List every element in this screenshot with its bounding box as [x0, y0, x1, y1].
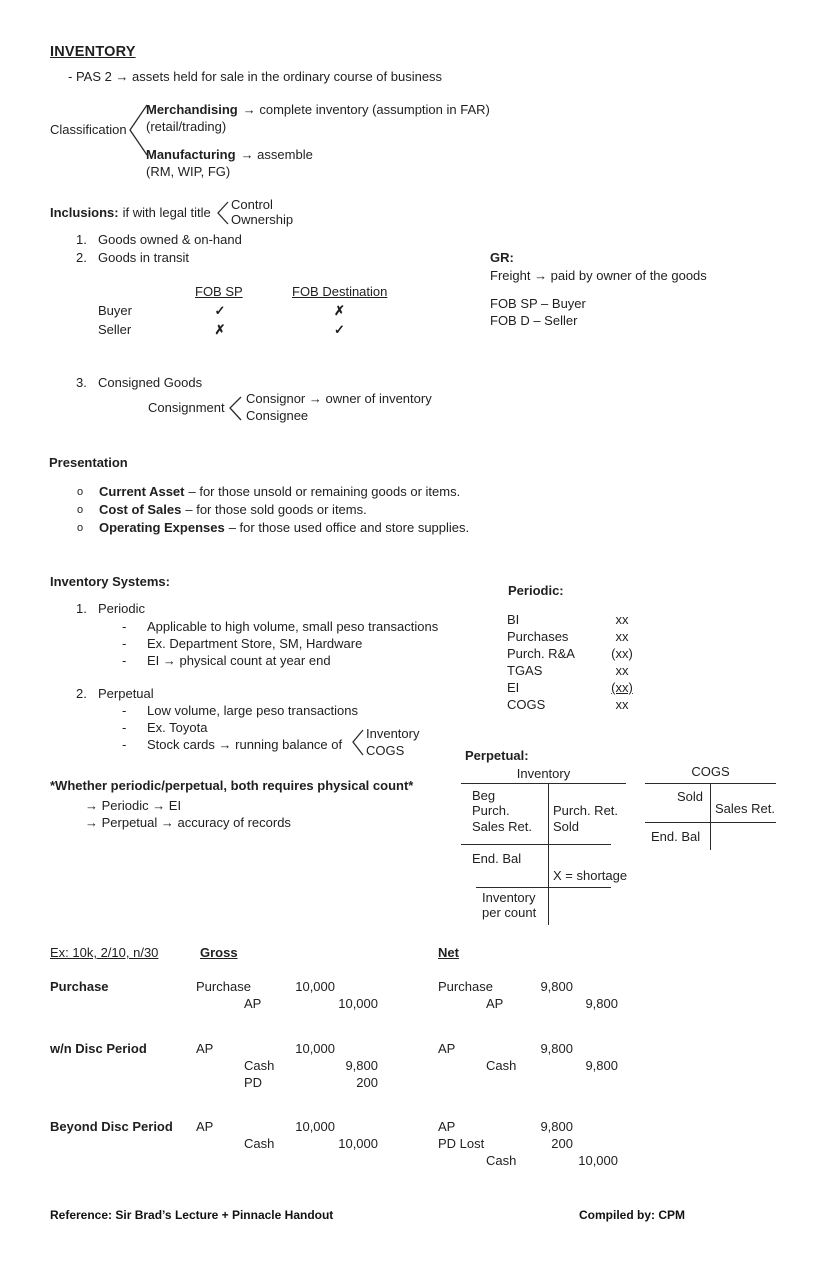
list-item: Consigned Goods	[98, 375, 203, 390]
list-number: 3.	[76, 375, 87, 390]
formula-value: xx	[615, 629, 629, 644]
manufacturing-sub: (RM, WIP, FG)	[146, 164, 231, 179]
inventory-per-count: per count	[482, 905, 537, 920]
gr-freight: Freight → paid by owner of the goods	[490, 268, 707, 283]
branch-manufacturing	[146, 147, 313, 162]
consignment-brace-icon	[229, 396, 242, 421]
inventory-per-count: Inventory	[482, 890, 536, 905]
gr-fob-sp: FOB SP – Buyer	[490, 296, 586, 311]
journal-account: Purchase	[438, 979, 493, 994]
check-mark: ✓	[214, 303, 226, 318]
fob-header-sp: FOB SP	[195, 284, 243, 299]
branch-merchandising	[146, 102, 490, 117]
list-item: Goods owned & on-hand	[98, 232, 242, 247]
presentation-term: Operating Expenses	[99, 520, 225, 535]
merchandising-name: Merchandising	[146, 102, 238, 117]
manufacturing-desc: → assemble	[240, 147, 313, 162]
periodic-name: Periodic	[98, 601, 145, 616]
dash-bullet-icon: -	[122, 737, 127, 752]
journal-credit-amount: 10,000	[338, 1136, 378, 1151]
journal-account: PD Lost	[438, 1136, 485, 1151]
list-number: 2.	[76, 686, 87, 701]
merchandising-desc: → complete inventory (assumption in FAR)	[242, 102, 490, 117]
footer-compiled-by: Compiled by: CPM	[579, 1208, 686, 1222]
list-number: 2.	[76, 250, 87, 265]
presentation-desc: – for those sold goods or items.	[185, 502, 367, 517]
journal-account: AP	[196, 1041, 214, 1056]
formula-label: BI	[507, 612, 520, 627]
circle-bullet-icon: o	[77, 522, 84, 534]
journal-account: Cash	[244, 1136, 275, 1151]
journal-credit-amount: 9,800	[585, 996, 618, 1011]
journal-account: Cash	[486, 1058, 517, 1073]
list-number: 1.	[76, 232, 87, 247]
dash-bullet-icon: -	[122, 703, 127, 718]
periodic-bullet: Ex. Department Store, SM, Hardware	[147, 636, 363, 651]
journal-debit-amount: 9,800	[540, 1119, 573, 1134]
inclusions-brace-icon	[217, 201, 229, 225]
dash-bullet-icon: -	[122, 720, 127, 735]
journal-account: AP	[438, 1041, 456, 1056]
formula-label: EI	[507, 680, 520, 695]
journal-credit-amount: 10,000	[338, 996, 378, 1011]
circle-bullet-icon: o	[77, 504, 84, 516]
classification-label: Classification	[50, 122, 127, 137]
perpetual-bullet: Stock cards → running balance of	[147, 737, 343, 752]
check-mark: ✓	[334, 322, 345, 337]
periodic-formula-title: Periodic:	[508, 583, 564, 598]
taccount-mid-rule	[645, 822, 776, 823]
journal-credit-amount: 9,800	[585, 1058, 618, 1073]
formula-value: xx	[615, 663, 629, 678]
journal-debit-amount: 9,800	[540, 979, 573, 994]
dash-bullet-icon: -	[122, 653, 127, 668]
inclusions-label: Inclusions:	[50, 205, 119, 220]
taccount-cogs-header: COGS	[691, 764, 730, 779]
note-title: *Whether periodic/perpetual, both requires physical count*	[50, 778, 414, 793]
inventory-credit: Sold	[553, 819, 580, 834]
journal-account: AP	[486, 996, 504, 1011]
merchandising-sub: (retail/trading)	[146, 119, 227, 134]
gr-title: GR:	[490, 250, 514, 265]
periodic-bullet: Applicable to high volume, small peso transactions	[147, 619, 439, 634]
journal-credit-amount: 10,000	[578, 1153, 618, 1168]
consignee-line: Consignee	[246, 408, 309, 423]
fob-header-dest: FOB Destination	[292, 284, 388, 299]
inventory-debit: Beg	[472, 788, 496, 803]
periodic-bullet: EI → physical count at year end	[147, 653, 331, 668]
journal-gross-header: Gross	[200, 945, 238, 960]
page-title: INVENTORY	[50, 44, 136, 60]
inclusions-line	[50, 205, 211, 220]
manufacturing-name: Manufacturing	[146, 147, 236, 162]
consignor-line: Consignor → owner of inventory	[246, 391, 432, 406]
stockcards-brace-top: Inventory	[366, 726, 420, 741]
journal-account: AP	[244, 996, 262, 1011]
taccount-inventory-header: Inventory	[516, 766, 571, 781]
taccount-vertical-rule	[548, 783, 549, 925]
journal-credit-amount: 200	[356, 1075, 378, 1090]
fob-row-party: Seller	[98, 322, 132, 337]
journal-account: PD	[244, 1075, 263, 1090]
perpetual-bullet: Low volume, large peso transactions	[147, 703, 359, 718]
presentation-term: Cost of Sales	[99, 502, 182, 517]
journal-row-label: Purchase	[50, 979, 109, 994]
journal-account: Cash	[486, 1153, 517, 1168]
presentation-desc: – for those used office and store supplies.	[228, 520, 470, 535]
stockcards-brace-icon	[352, 729, 364, 756]
formula-value: xx	[615, 697, 629, 712]
formula-value: xx	[615, 612, 629, 627]
presentation-desc: – for those unsold or remaining goods or items.	[188, 484, 461, 499]
inventory-debit: Purch.	[472, 803, 510, 818]
presentation-item	[99, 502, 367, 517]
x-mark: ✗	[334, 303, 345, 318]
gr-fob-d: FOB D – Seller	[490, 313, 578, 328]
perpetual-bullet: Ex. Toyota	[147, 720, 208, 735]
consignment-label: Consignment	[148, 400, 225, 415]
journal-row-label: Beyond Disc Period	[50, 1119, 173, 1134]
list-item: Goods in transit	[98, 250, 190, 265]
journal-account: AP	[196, 1119, 214, 1134]
journal-account: Cash	[244, 1058, 275, 1073]
inventory-credit: Purch. Ret.	[553, 803, 619, 818]
pas2-definition: - PAS 2 → assets held for sale in the ordinary course of business	[68, 69, 443, 84]
journal-credit-amount: 9,800	[345, 1058, 378, 1073]
note-line: → Periodic → EI	[85, 798, 182, 813]
formula-label: COGS	[507, 697, 546, 712]
journal-net-header: Net	[438, 945, 459, 960]
formula-value: (xx)	[611, 646, 633, 661]
journal-example: Ex: 10k, 2/10, n/30	[50, 945, 159, 960]
presentation-term: Current Asset	[99, 484, 185, 499]
formula-label: Purchases	[507, 629, 569, 644]
presentation-item	[99, 484, 460, 499]
stockcards-brace-bottom: COGS	[366, 743, 405, 758]
taccount-vertical-rule	[710, 783, 711, 850]
taccount-top-rule	[461, 783, 626, 784]
taccount-mid-rule	[461, 844, 611, 845]
circle-bullet-icon: o	[77, 486, 84, 498]
presentation-item	[99, 520, 469, 535]
inclusions-brace-top: Control	[231, 197, 273, 212]
journal-debit-amount: 10,000	[295, 1041, 335, 1056]
formula-label: TGAS	[507, 663, 543, 678]
taccount-count-rule	[476, 887, 611, 888]
cogs-credit: Sales Ret.	[715, 801, 775, 816]
note-line: → Perpetual → accuracy of records	[85, 815, 291, 830]
cogs-debit: Sold	[676, 789, 703, 804]
journal-debit-amount: 10,000	[295, 979, 335, 994]
x-mark: ✗	[214, 322, 226, 337]
journal-account: Purchase	[196, 979, 251, 994]
inventory-shortage: X = shortage	[553, 868, 628, 883]
inventory-debit: Sales Ret.	[472, 819, 532, 834]
taccounts-title: Perpetual:	[465, 748, 529, 763]
dash-bullet-icon: -	[122, 636, 127, 651]
inclusions-brace-bottom: Ownership	[231, 212, 294, 227]
formula-value-underlined: (xx)	[611, 680, 633, 695]
formula-label: Purch. R&A	[507, 646, 575, 661]
dash-bullet-icon: -	[122, 619, 127, 634]
journal-row-label: w/n Disc Period	[50, 1041, 147, 1056]
journal-debit-amount: 10,000	[295, 1119, 335, 1134]
journal-account: AP	[438, 1119, 456, 1134]
journal-debit-amount: 9,800	[540, 1041, 573, 1056]
perpetual-name: Perpetual	[98, 686, 154, 701]
systems-title: Inventory Systems:	[50, 574, 170, 589]
inclusions-condition: if with legal title	[122, 205, 211, 220]
fob-row-party: Buyer	[98, 303, 132, 318]
cogs-end-bal: End. Bal	[651, 829, 701, 844]
footer-reference: Reference: Sir Brad’s Lecture + Pinnacle Handout	[50, 1208, 334, 1222]
inventory-end-bal: End. Bal	[472, 851, 522, 866]
journal-debit-amount: 200	[551, 1136, 573, 1151]
presentation-title: Presentation	[49, 455, 128, 470]
list-number: 1.	[76, 601, 87, 616]
